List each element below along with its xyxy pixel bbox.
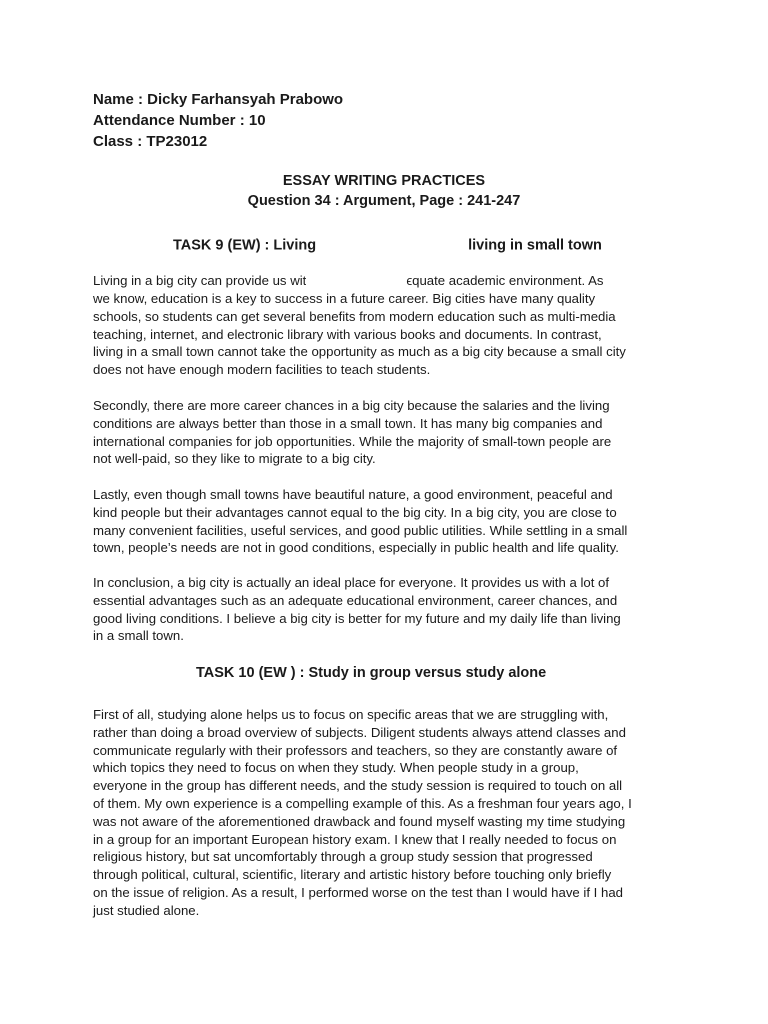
paragraph-line: of them. My own experience is a compelling example of this. As a freshman four years ago, I [93, 795, 632, 811]
paragraph-line: living in a small town cannot take the opportunity as much as a big city because a small city [93, 344, 626, 360]
paragraph-line: many convenient facilities, useful services, and good public utilities. While settling in a small [93, 522, 628, 538]
paragraph-line: just studied alone. [93, 902, 200, 918]
task9-heading-right: living in small town [468, 237, 602, 254]
document-subtitle: Question 34 : Argument, Page : 241-247 [247, 193, 521, 209]
paragraph-line: essential advantages such as an adequate educational environment, career chances, and [93, 592, 618, 608]
paragraph-line: town, people’s needs are not in good conditions, especially in public health and life quality. [93, 540, 619, 556]
task9-heading-left: TASK 9 (EW) : Living [173, 237, 317, 254]
task10-paragraph [93, 706, 632, 920]
paragraph-line: ϵquate academic environment. As [406, 273, 604, 289]
paragraph-line: everyone in the group has different needs, and the study session is required to touch on all [93, 778, 623, 794]
paragraph-line: Living in a big city can provide us wit [93, 273, 307, 289]
paragraph-line: we know, education is a key to success in a future career. Big cities have many quality [93, 290, 596, 306]
task10-heading: TASK 10 (EW ) : Study in group versus study alone [196, 665, 547, 681]
paragraph-line: kind people but their advantages cannot equal to the big city. In a big city, you are close to [93, 504, 617, 520]
paragraph-line: not well-paid, so they like to migrate to a big city. [93, 451, 376, 467]
paragraph-line: rather than doing a broad overview of subjects. Diligent students always attend classes and [93, 724, 626, 740]
paragraph-line: which topics they need to focus on when they study. When people study in a group, [93, 760, 579, 776]
paragraph-line: through political, cultural, scientific, literary and artistic history before touching only briefly [93, 867, 612, 883]
paragraph-line: was not aware of the aforementioned drawback and found myself wasting my time studying [93, 813, 626, 829]
paragraph-line: schools, so students can get several benefits from modern education such as multi-media [93, 308, 616, 324]
paragraph-line: In conclusion, a big city is actually an ideal place for everyone. It provides us with a lot of [93, 575, 610, 590]
paragraph-line: in a small town. [93, 628, 184, 644]
paragraph-line: conditions are always better than those in a small town. It has many big companies and [93, 415, 603, 431]
document-title: ESSAY WRITING PRACTICES [282, 173, 486, 189]
class-code: Class : TP23012 [93, 133, 208, 150]
paragraph-line: Secondly, there are more career chances in a big city because the salaries and the living [93, 398, 610, 413]
paragraph-line: does not have enough modern facilities to teach students. [93, 362, 431, 378]
paragraph-line: good living conditions. I believe a big city is better for my future and my daily life than living [93, 610, 621, 626]
paragraph-line: religious history, but sat uncomfortably through a group study session that progressed [93, 849, 593, 865]
paragraph-line: on the issue of religion. As a result, I performed worse on the test than I would have if I had [93, 884, 623, 900]
attendance-number: Attendance Number : 10 [93, 112, 266, 129]
student-name: Name : Dicky Farhansyah Prabowo [93, 91, 344, 108]
paragraph-line: teaching, internet, and electronic library with various books and documents. In contrast, [93, 326, 602, 342]
task9-paragraph-2 [93, 397, 611, 468]
student-info [93, 89, 343, 152]
task9-paragraph-3 [93, 486, 627, 557]
paragraph-line: First of all, studying alone helps us to focus on specific areas that we are struggling with, [93, 707, 609, 722]
paragraph-line: Lastly, even though small towns have beautiful nature, a good environment, peaceful and [93, 487, 613, 502]
task9-paragraph-4 [93, 574, 621, 645]
task9-paragraph-1 [93, 272, 626, 379]
task9-heading [173, 235, 602, 254]
paragraph-line: in a group for an important European history exam. I knew that I really needed to focus on [93, 831, 617, 847]
paragraph-line: communicate regularly with their professors and teachers, so they are constantly aware of [93, 742, 618, 758]
paragraph-line: international companies for job opportunities. While the majority of small-town people are [93, 433, 612, 449]
